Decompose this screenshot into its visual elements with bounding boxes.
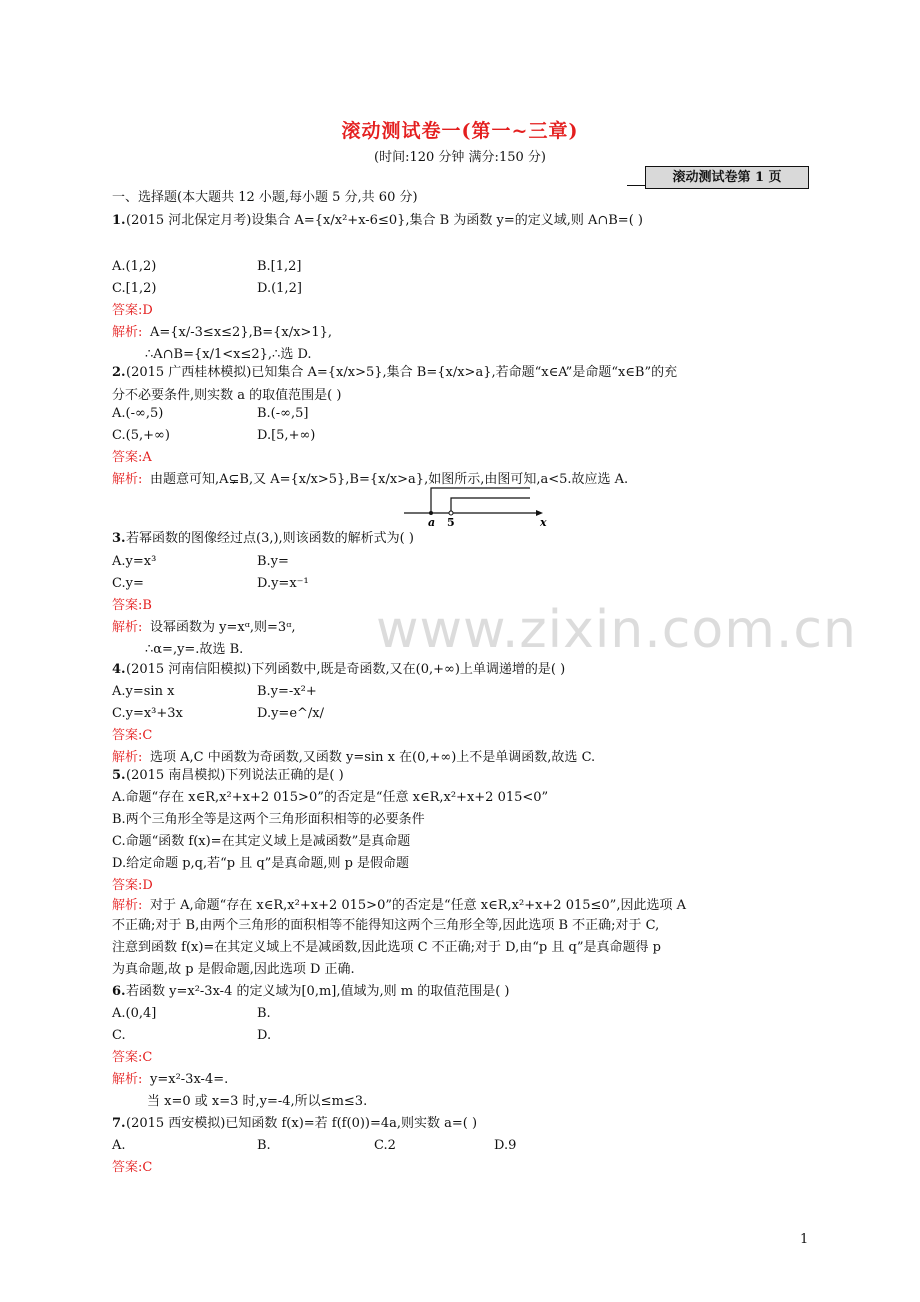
option-left: C.(5,+∞) <box>112 428 170 443</box>
question-number: 6. <box>112 984 126 999</box>
question-text: (2015 河南信阳模拟)下列函数中,既是奇函数,又在(0,+∞)上单调递增的是( ) <box>126 662 566 677</box>
option-left: A.(0,4] <box>112 1006 157 1021</box>
answer-line: 答案:B <box>112 598 152 613</box>
analysis-text: A={x/-3≤x≤2},B={x/x>1}, <box>150 325 333 340</box>
question-number: 4. <box>112 662 126 677</box>
option-left: A.(1,2) <box>112 259 157 274</box>
analysis-continued: 当 x=0 或 x=3 时,y=-4,所以≤m≤3. <box>147 1094 368 1109</box>
option-left: C.y=x³+3x <box>112 706 183 721</box>
answer-line: 答案:D <box>112 303 153 318</box>
option-right: B.(-∞,5] <box>257 406 309 421</box>
question-text: 若幂函数的图像经过点(3,),则该函数的解析式为( ) <box>126 531 414 546</box>
option-right: D. <box>257 1028 272 1043</box>
text-line: A.命题“存在 x∈R,x²+x+2 015>0”的否定是“任意 x∈R,x²+x+2 015<0” <box>112 790 549 805</box>
figure-label-x: x <box>540 516 547 529</box>
option-left: C.y= <box>112 576 144 591</box>
watermark: www.zixin.com.cn <box>376 600 857 660</box>
text-line: 一、选择题(本大题共 12 小题,每小题 5 分,共 60 分) <box>112 190 418 205</box>
text-line: 为真命题,故 p 是假命题,因此选项 D 正确. <box>112 962 355 977</box>
analysis-text: 由题意可知,A⊊B,又 A={x/x>5},B={x/x>a},如图所示,由图可知,a<5.故应选 A. <box>150 472 629 487</box>
answer-line: 答案:C <box>112 1160 153 1175</box>
analysis-text: y=x²-3x-4=. <box>150 1072 229 1087</box>
text-line: 注意到函数 f(x)=在其定义域上不是减函数,因此选项 C 不正确;对于 D,由“p 且 q”是真命题得 p <box>112 940 661 955</box>
option-right: B.[1,2] <box>257 259 302 274</box>
analysis-text: 对于 A,命题“存在 x∈R,x²+x+2 015>0”的否定是“任意 x∈R,x²+x+2 015≤0”,因此选项 A <box>150 898 686 913</box>
analysis-label: 解析: <box>112 750 143 765</box>
option-right: D.y=e^/x/ <box>257 706 325 721</box>
question-text: (2015 西安模拟)已知函数 f(x)=若 f(f(0))=4a,则实数 a=( ) <box>126 1116 478 1131</box>
analysis-label: 解析: <box>112 472 143 487</box>
question-number: 1. <box>112 213 126 228</box>
analysis-label: 解析: <box>112 1072 143 1087</box>
analysis-continued: ∴A∩B={x/1<x≤2},∴选 D. <box>145 347 312 362</box>
question-number: 2. <box>112 365 126 380</box>
page-tag: 滚动测试卷第 1 页 <box>645 166 809 189</box>
question-text: (2015 广西桂林模拟)已知集合 A={x/x>5},集合 B={x/x>a},若命题“x∈A”是命题“x∈B”的充 <box>126 365 678 380</box>
text-line: C.命题“函数 f(x)=在其定义域上是减函数”是真命题 <box>112 834 411 849</box>
analysis-label: 解析: <box>112 620 143 635</box>
option-left: A.(-∞,5) <box>112 406 164 421</box>
text-line: 不正确;对于 B,由两个三角形的面积相等不能得知这两个三角形全等,因此选项 B 不正确;对于 C, <box>112 918 660 933</box>
question-text: 若函数 y=x²-3x-4 的定义域为[0,m],值域为,则 m 的取值范围是( ) <box>126 984 510 999</box>
question-text: (2015 南昌模拟)下列说法正确的是( ) <box>126 768 344 783</box>
answer-line: 答案:A <box>112 450 152 465</box>
analysis-label: 解析: <box>112 898 143 913</box>
answer-line: 答案:C <box>112 728 153 743</box>
option-right: D.[5,+∞) <box>257 428 316 443</box>
option-right: B. <box>257 1006 271 1021</box>
figure-label-5: 5 <box>447 516 455 529</box>
number-line-figure <box>400 484 560 530</box>
option-d: D.9 <box>494 1138 517 1153</box>
answer-line: 答案:D <box>112 878 153 893</box>
question-number: 3. <box>112 531 126 546</box>
answer-line: 答案:C <box>112 1050 153 1065</box>
analysis-label: 解析: <box>112 325 143 340</box>
option-a: A. <box>112 1138 126 1153</box>
text-line: 分不必要条件,则实数 a 的取值范围是( ) <box>112 388 342 403</box>
option-right: B.y= <box>257 554 289 569</box>
analysis-continued: ∴α=,y=.故选 B. <box>145 642 244 657</box>
option-left: C. <box>112 1028 126 1043</box>
question-number: 5. <box>112 768 126 783</box>
page-title: 滚动测试卷一(第一~三章) <box>341 120 579 142</box>
page-number: 1 <box>800 1232 809 1247</box>
text-line: D.给定命题 p,q,若“p 且 q”是真命题,则 p 是假命题 <box>112 856 410 871</box>
page-subtitle: (时间:120 分钟 满分:150 分) <box>374 150 546 165</box>
analysis-text: 选项 A,C 中函数为奇函数,又函数 y=sin x 在(0,+∞)上不是单调函数,故选 C. <box>150 750 596 765</box>
option-b: B. <box>257 1138 271 1153</box>
option-left: C.[1,2) <box>112 281 157 296</box>
figure-label-a: a <box>428 516 436 529</box>
option-right: D.y=x⁻¹ <box>257 576 309 591</box>
option-right: B.y=-x²+ <box>257 684 317 699</box>
text-line: B.两个三角形全等是这两个三角形面积相等的必要条件 <box>112 812 425 827</box>
question-text: (2015 河北保定月考)设集合 A={x/x²+x-6≤0},集合 B 为函数 y=的定义域,则 A∩B=( ) <box>126 213 643 228</box>
option-c: C.2 <box>374 1138 396 1153</box>
option-left: A.y=x³ <box>112 554 157 569</box>
question-number: 7. <box>112 1116 126 1131</box>
option-right: D.(1,2] <box>257 281 302 296</box>
tag-underline <box>627 185 645 186</box>
analysis-text: 设幂函数为 y=xᵅ,则=3ᵅ, <box>150 620 296 635</box>
option-left: A.y=sin x <box>112 684 175 699</box>
